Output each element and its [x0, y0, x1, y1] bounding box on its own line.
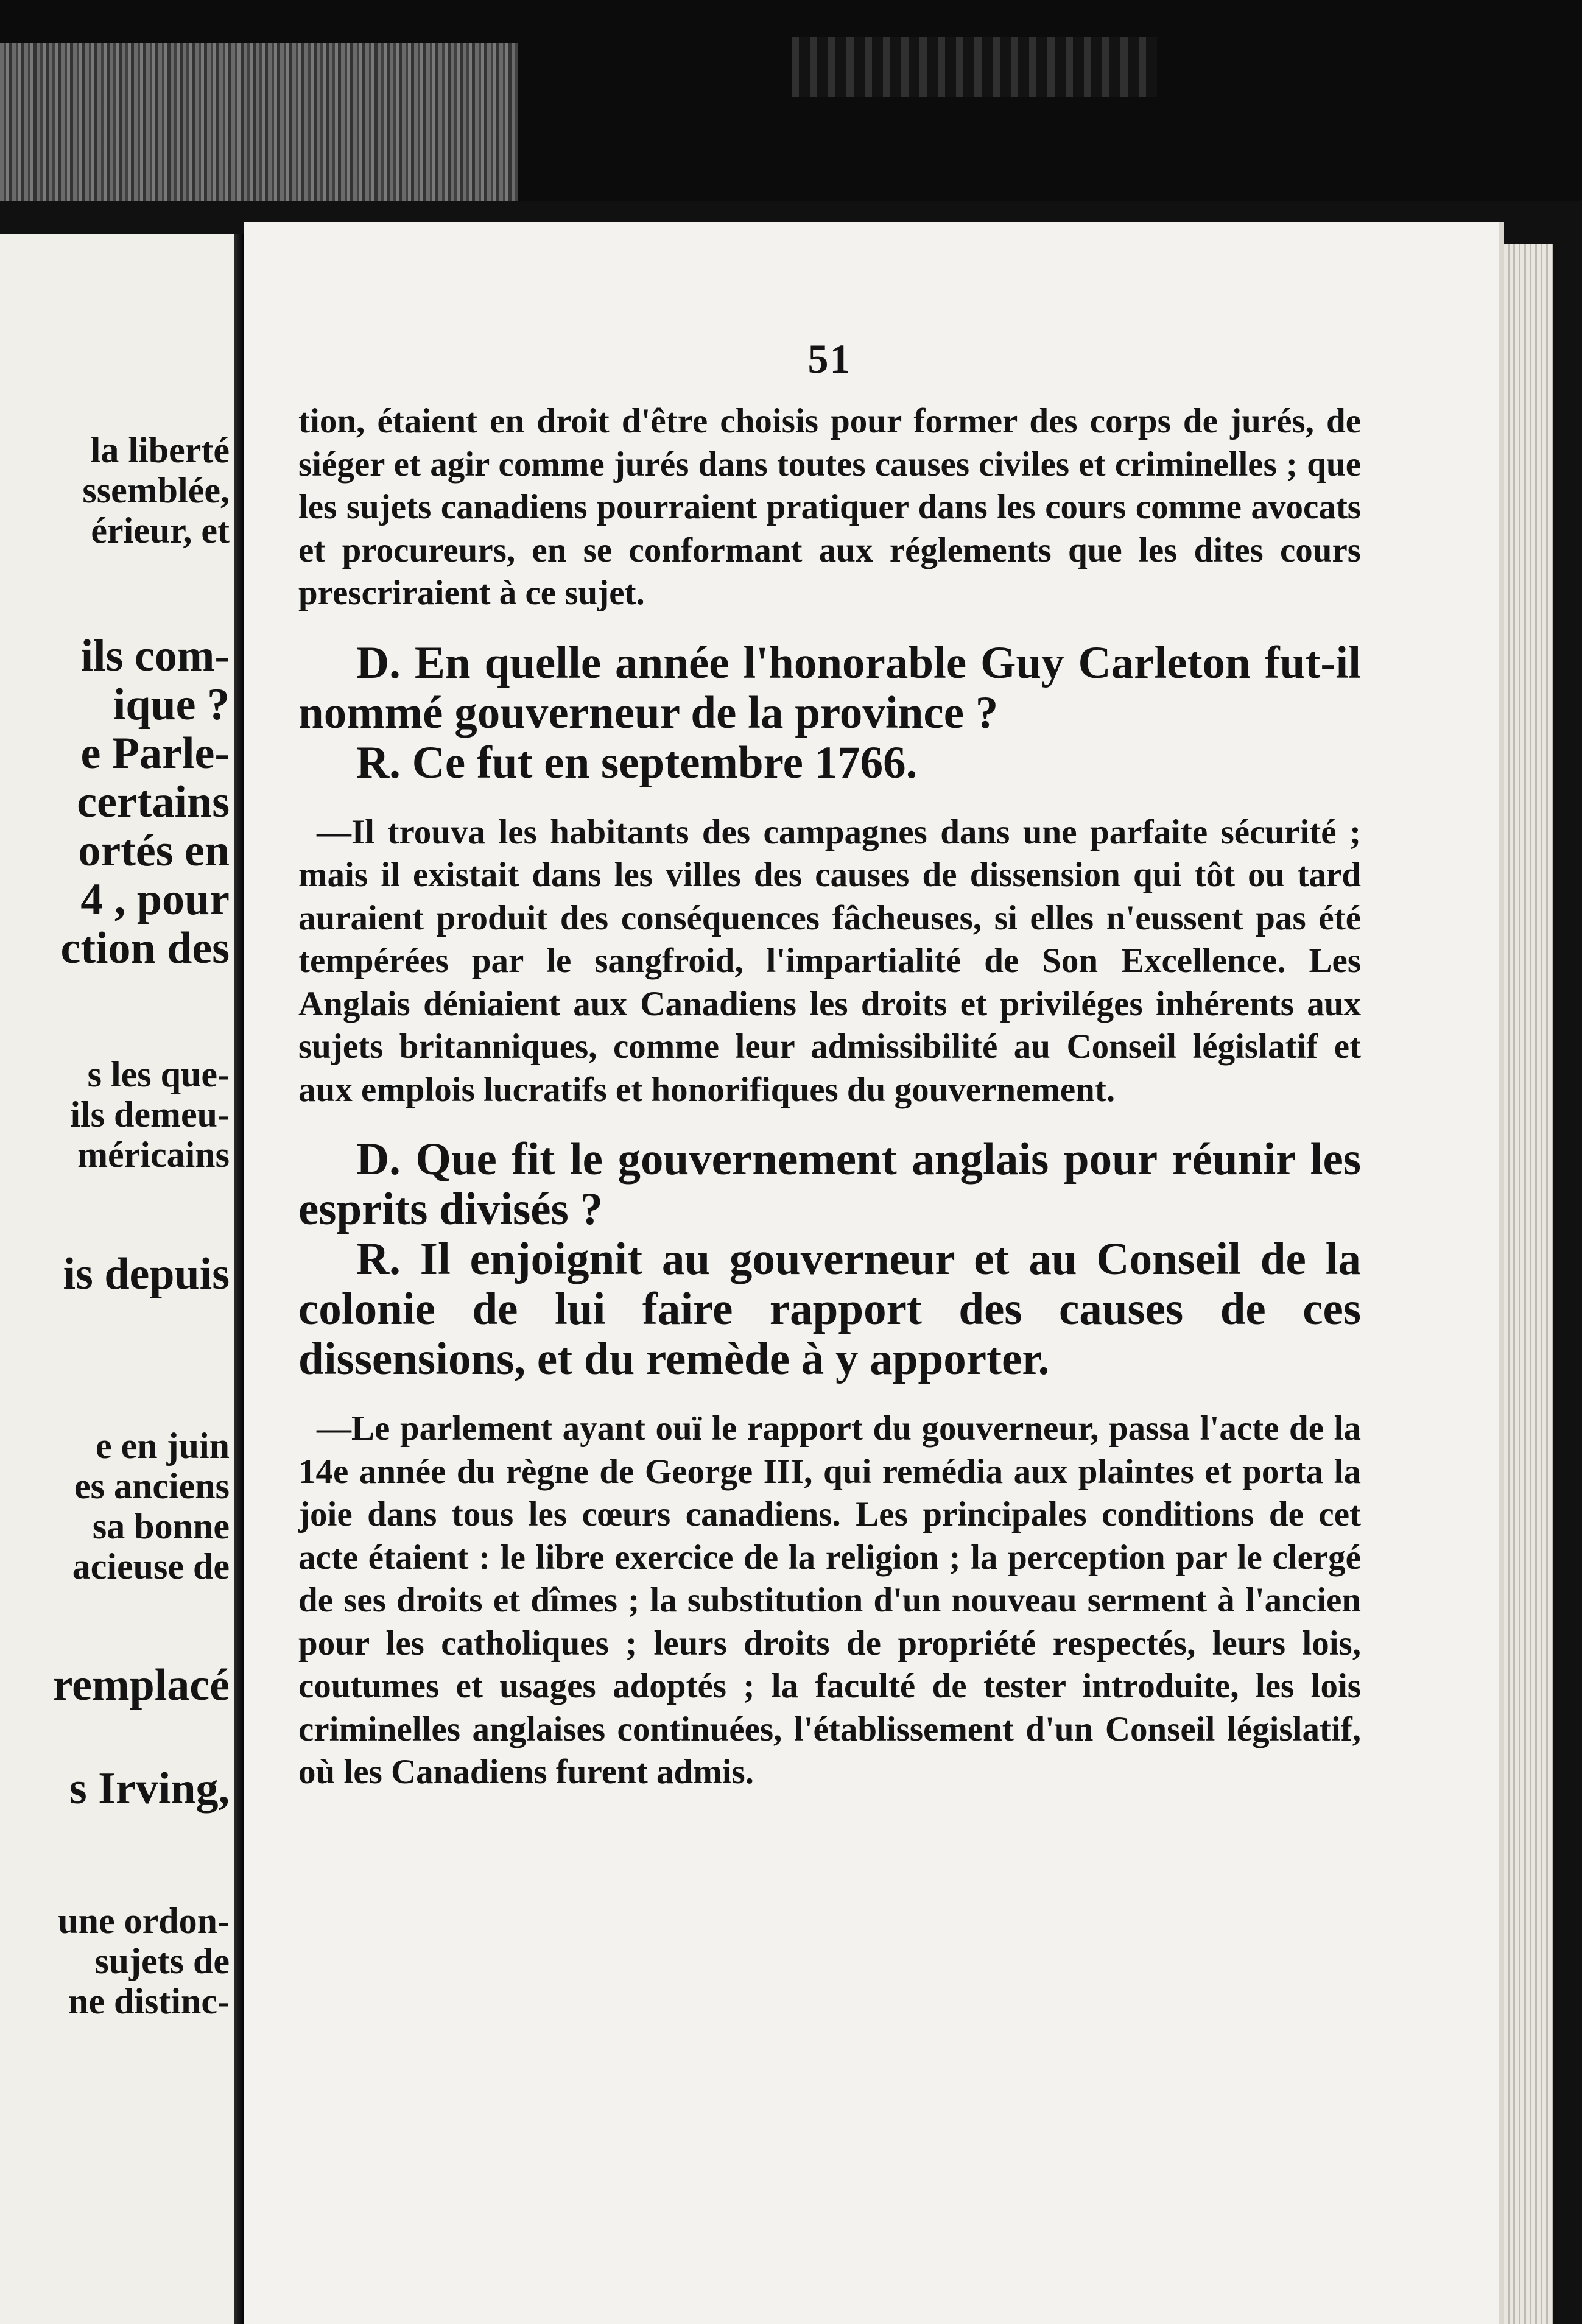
- page-content: [298, 335, 1361, 1794]
- page-edges: [1504, 244, 1553, 2324]
- response-1: [298, 738, 1361, 788]
- left-line: sujets de: [94, 1941, 230, 1981]
- left-line: s les que-: [87, 1054, 230, 1094]
- response-2: [298, 1234, 1361, 1384]
- left-line: ils com-: [80, 631, 230, 681]
- left-line: ssemblée,: [82, 470, 230, 510]
- page-number: 51: [807, 336, 852, 382]
- question-2: [298, 1135, 1361, 1234]
- left-line: s Irving,: [69, 1764, 230, 1814]
- left-line: e Parle-: [80, 728, 230, 778]
- left-line: certains: [77, 777, 230, 827]
- left-line: une ordon-: [58, 1901, 230, 1941]
- right-page: [244, 222, 1504, 2324]
- scan-artifact: [0, 43, 518, 201]
- left-line: ne distinc-: [68, 1981, 230, 2021]
- left-line: ils demeu-: [70, 1094, 230, 1135]
- scan-artifact: [792, 37, 1157, 97]
- left-line: ction des: [60, 923, 230, 973]
- left-line: ique ?: [113, 680, 230, 730]
- question-1-text: D. En quelle année l'honorable Guy Carleton fut-il nommé gouverneur de la province ?: [298, 637, 1361, 738]
- left-line: e en juin: [95, 1426, 230, 1466]
- intro-paragraph: tion, étaient en droit d'être choisis pour former des corps de jurés, de siéger et agir comme jurés dans toutes causes civiles et criminelles ; que les sujets canadiens pourraient pratiquer dans les cours comme avocats et procureurs, en se conformant aux réglements que les dites cours prescriraient à ce sujet.: [298, 402, 1361, 612]
- left-line: acieuse de: [72, 1546, 230, 1586]
- left-page-fragment: [0, 234, 238, 2324]
- response-2-text: R. Il enjoignit au gouverneur et au Conseil de la colonie de lui faire rapport des causes de ces dissensions, et du remède à y apporter.: [298, 1234, 1361, 1384]
- paragraph-2: —Il trouva les habitants des campagnes dans une parfaite sécurité ; mais il existait dans les villes des causes de dissension qui tôt ou tard auraient produit des conséquences fâcheuses, si elles n'eussent pas été tempérées par le sangfroid, l'impartialité de Son Excellence. Les Anglais déniaient aux Canadiens les droits et priviléges inhérents aux sujets britanniques, comme leur admissibilité au Conseil législatif et aux emplois lucratifs et honorifiques du gouvernement.: [298, 812, 1361, 1109]
- left-line: is depuis: [63, 1249, 230, 1299]
- left-line: la liberté: [90, 430, 230, 470]
- question-2-text: D. Que fit le gouvernement anglais pour réunir les esprits divisés ?: [298, 1134, 1361, 1234]
- left-line: sa bonne: [92, 1506, 230, 1546]
- left-line: érieur, et: [91, 510, 230, 551]
- question-1: [298, 638, 1361, 738]
- response-1-text: R. Ce fut en septembre 1766.: [356, 737, 918, 788]
- left-line: remplacé: [52, 1660, 230, 1710]
- left-line: méricains: [77, 1135, 230, 1175]
- scan-top-border: [0, 0, 1582, 201]
- left-line: ortés en: [78, 826, 230, 876]
- paragraph-3: —Le parlement ayant ouï le rapport du gouverneur, passa l'acte de la 14e année du règne de George III, qui remédia aux plaintes et porta la joie dans tous les cœurs canadiens. Les principales conditions de cet acte étaient : le libre exercice de la religion ; la perception par le clergé de ses droits et dîmes ; la substitution d'un nouveau serment à l'ancien pour les catholiques ; leurs droits de propriété respectés, leurs lois, coutumes et usages adoptés ; la faculté de tester introduite, les lois criminelles anglaises continuées, l'établissement d'un Conseil législatif, où les Canadiens furent admis.: [298, 1409, 1361, 1791]
- left-line: es anciens: [74, 1466, 230, 1506]
- left-line: 4 , pour: [80, 875, 230, 924]
